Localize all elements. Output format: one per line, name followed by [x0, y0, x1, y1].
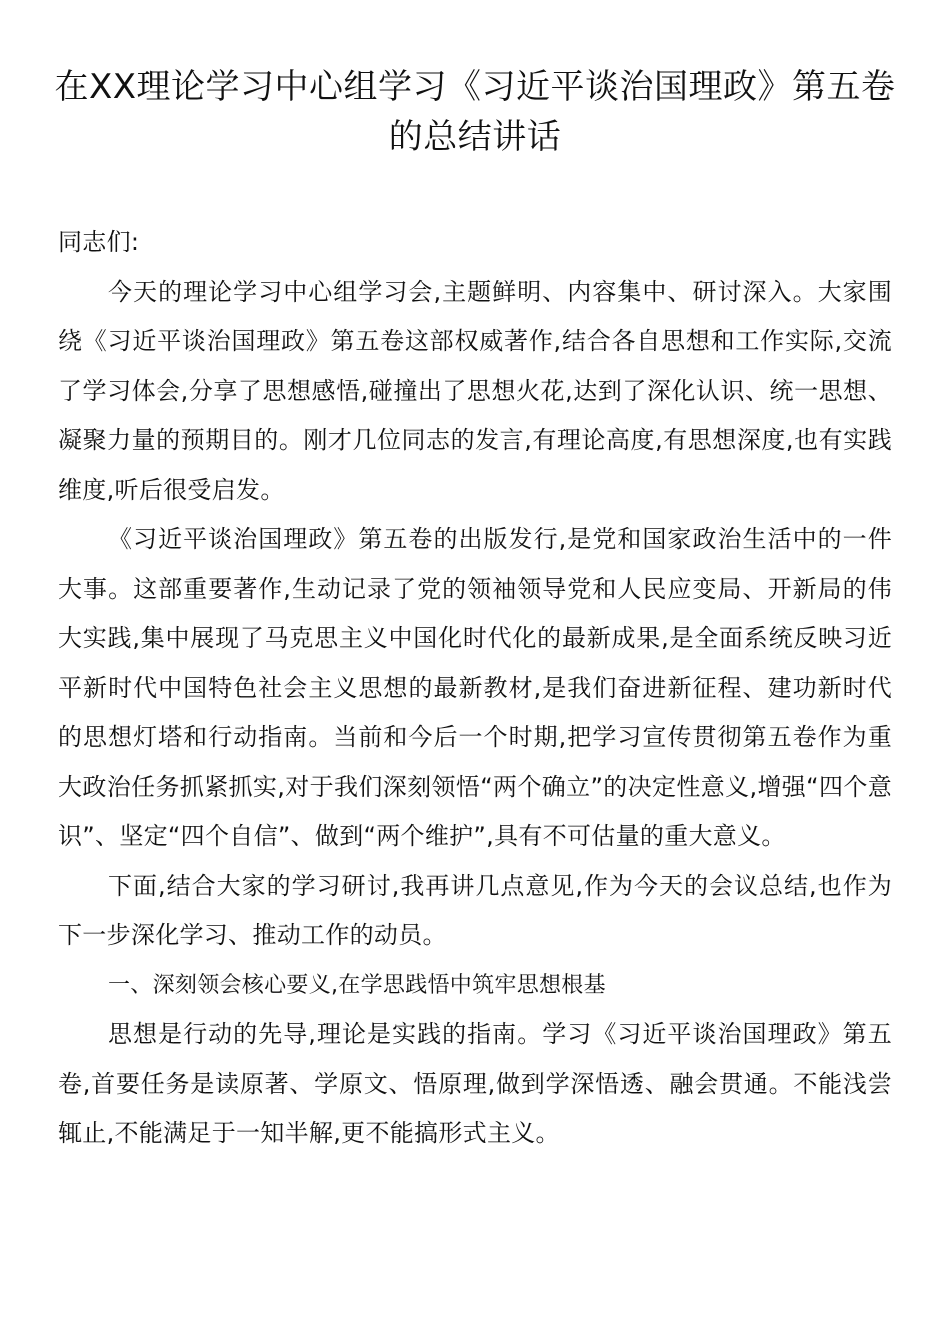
- document-body: [58, 218, 892, 1159]
- paragraph-section-one: 思想是行动的先导,理论是实践的指南。学习《习近平谈治国理政》第五卷,首要任务是读原著、学原文、悟原理,做到学深悟透、融会贯通。不能浅尝辄止,不能满足于一知半解,更不能搞形式主义。: [58, 1020, 892, 1147]
- document-title: 在XX理论学习中心组学习《习近平谈治国理政》第五卷的总结讲话: [54, 67, 896, 157]
- section-heading: 一、深刻领会核心要义,在学思践悟中筑牢思想根基: [108, 972, 606, 998]
- paragraph-transition: 下面,结合大家的学习研讨,我再讲几点意见,作为今天的会议总结,也作为下一步深化学习、推动工作的动员。: [58, 871, 892, 949]
- paragraph-significance: 《习近平谈治国理政》第五卷的出版发行,是党和国家政治生活中的一件大事。这部重要著作,生动记录了党的领袖领导党和人民应变局、开新局的伟大实践,集中展现了马克思主义中国化时代化的最新成果,是全面系统反映习近平新时代中国特色社会主义思想的最新教材,是我们奋进新征程、建功新时代的思想灯塔和行动指南。当前和今后一个时期,把学习宣传贯彻第五卷作为重大政治任务抓紧抓实,对于我们深刻领悟“两个确立”的决定性意义,增强“四个意识”、坚定“四个自信”、做到“两个维护”,具有不可估量的重大意义。: [58, 525, 892, 850]
- paragraph-opening: 今天的理论学习中心组学习会,主题鲜明、内容集中、研讨深入。大家围绕《习近平谈治国理政》第五卷这部权威著作,结合各自思想和工作实际,交流了学习体会,分享了思想感悟,碰撞出了思想火花,达到了深化认识、统一思想、凝聚力量的预期目的。刚才几位同志的发言,有理论高度,有思想深度,也有实践维度,听后很受启发。: [58, 277, 892, 504]
- salutation: 同志们:: [58, 228, 140, 256]
